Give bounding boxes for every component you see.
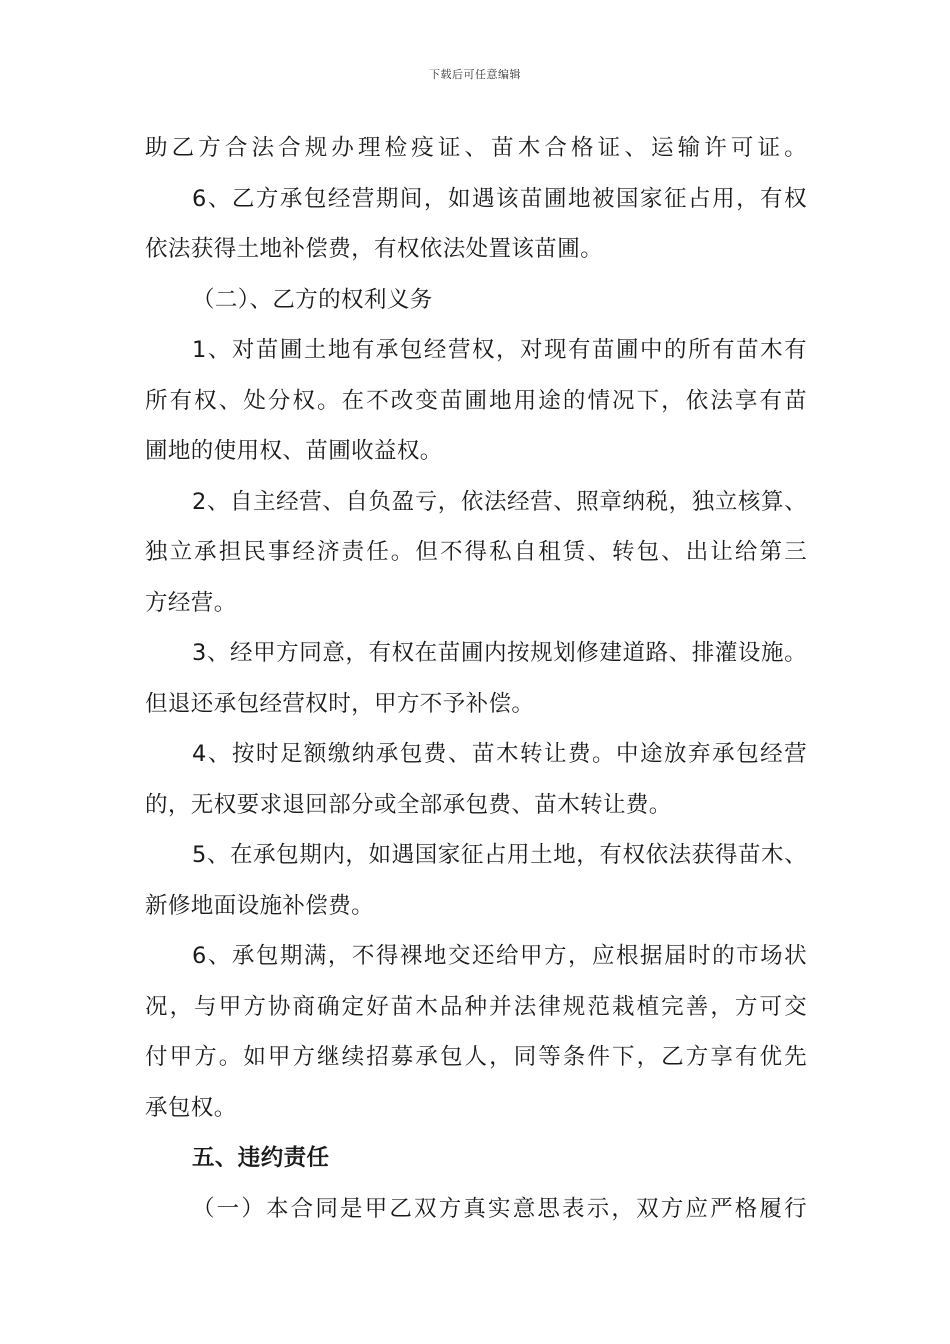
section-heading: （二）、乙方的权利义务 xyxy=(192,287,433,313)
paragraph-line: 1、对苗圃土地有承包经营权，对现有苗圃中的所有苗木有 xyxy=(192,337,807,363)
paragraph-line: 方经营。 xyxy=(145,590,237,616)
paragraph-line: 付甲方。如甲方继续招募承包人，同等条件下，乙方享有优先 xyxy=(145,1044,807,1070)
paragraph-line: 况，与甲方协商确定好苗木品种并法律规范栽植完善，方可交 xyxy=(145,994,807,1020)
paragraph-line: 的，无权要求退回部分或全部承包费、苗木转让费。 xyxy=(145,792,672,818)
page-header: 下载后可任意编辑 xyxy=(429,68,521,81)
paragraph-line: 3、经甲方同意，有权在苗圃内按规划修建道路、排灌设施。 xyxy=(192,640,807,666)
paragraph-line: 2、自主经营、自负盈亏，依法经营、照章纳税，独立核算、 xyxy=(192,489,807,515)
section-heading: 五、违约责任 xyxy=(192,1145,330,1171)
paragraph-line: 独立承担民事经济责任。但不得私自租赁、转包、出让给第三 xyxy=(145,539,807,565)
paragraph-line: 5、在承包期内，如遇国家征占用土地，有权依法获得苗木、 xyxy=(192,842,807,868)
paragraph-line: 圃地的使用权、苗圃收益权。 xyxy=(145,438,443,464)
paragraph-line: 6、乙方承包经营期间，如遇该苗圃地被国家征占用，有权 xyxy=(192,186,807,212)
paragraph-line: 4、按时足额缴纳承包费、苗木转让费。中途放弃承包经营 xyxy=(192,741,807,767)
paragraph-line: 依法获得土地补偿费，有权依法处置该苗圃。 xyxy=(145,236,604,262)
paragraph-line: 助乙方合法合规办理检疫证、苗木合格证、运输许可证。 xyxy=(145,135,807,161)
paragraph-line: 新修地面设施补偿费。 xyxy=(145,893,375,919)
paragraph-line: 但退还承包经营权时，甲方不予补偿。 xyxy=(145,691,535,717)
paragraph-line: 所有权、处分权。在不改变苗圃地用途的情况下，依法享有苗 xyxy=(145,388,807,414)
paragraph-line: 6、承包期满，不得裸地交还给甲方，应根据届时的市场状 xyxy=(192,943,807,969)
paragraph-line: 承包权。 xyxy=(145,1095,237,1121)
paragraph-line: （一）本合同是甲乙双方真实意思表示，双方应严格履行 xyxy=(192,1196,807,1222)
